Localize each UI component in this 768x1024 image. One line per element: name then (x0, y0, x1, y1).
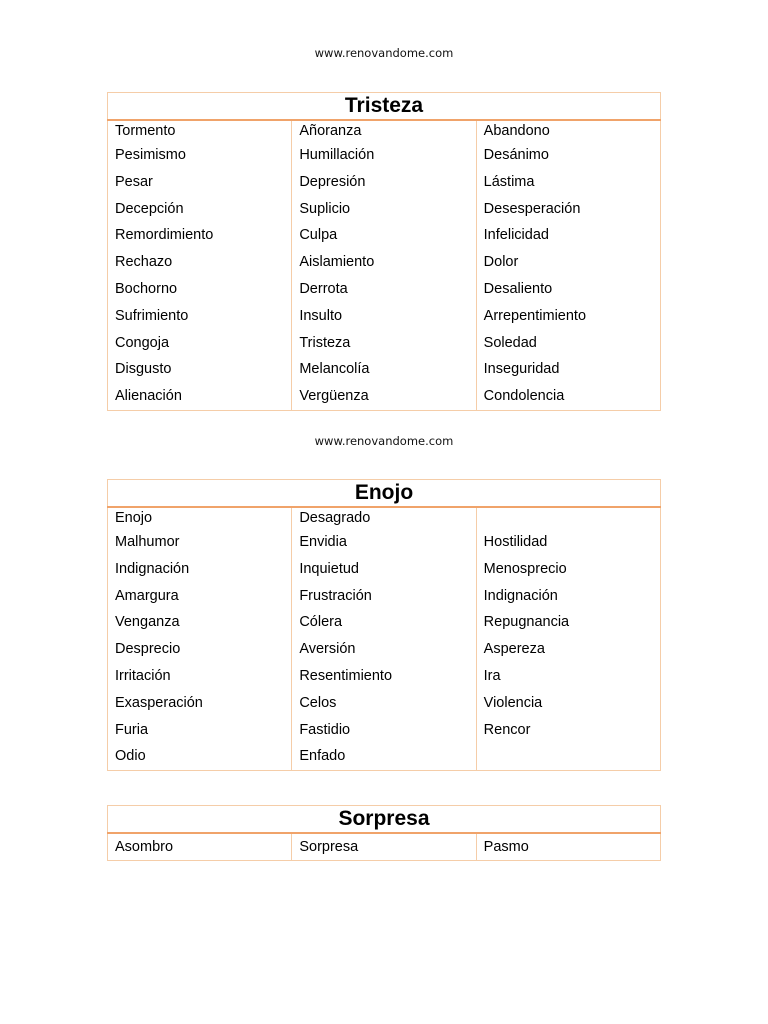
emotion-word (484, 743, 653, 770)
emotion-word: Vergüenza (299, 388, 369, 405)
emotion-word: Sorpresa (299, 839, 359, 855)
emotion-word: Desánimo (483, 147, 549, 163)
emotion-word: Lástima (483, 173, 535, 190)
emotion-word: Fastidio (299, 721, 351, 738)
emotion-word: Desesperación (483, 200, 581, 217)
emotion-word: Frustración (299, 587, 372, 604)
emotion-word: Irritación (115, 667, 171, 684)
enojo-title: Enojo (108, 480, 661, 508)
tristeza-title: Tristeza (108, 93, 661, 121)
emotion-word: Sufrimiento (115, 307, 189, 324)
emotion-word: Congoja (115, 334, 170, 351)
enojo-table (107, 479, 661, 771)
emotion-word: Inseguridad (483, 361, 560, 378)
emotion-word: Desprecio (115, 641, 181, 658)
emotion-word: Derrota (299, 280, 348, 297)
emotion-word: Enojo (115, 510, 153, 526)
emotion-word: Envidia (299, 534, 347, 550)
enojo-column-1 (108, 507, 292, 771)
tristeza-column-1 (108, 120, 292, 410)
emotion-word: Condolencia (483, 388, 565, 405)
emotion-word: Amargura (115, 587, 179, 604)
emotion-word: Aspereza (483, 641, 545, 658)
emotion-word: Soledad (483, 334, 537, 351)
emotion-word: Remordimiento (115, 227, 214, 244)
tristeza-column-3 (476, 120, 660, 410)
emotion-word: Pesar (115, 173, 153, 190)
emotion-word: Pesimismo (115, 147, 186, 163)
emotion-word: Cólera (299, 614, 343, 631)
emotion-word: Rechazo (115, 254, 173, 271)
enojo-column-3 (476, 507, 660, 771)
emotion-word: Venganza (115, 614, 180, 631)
emotion-word: Dolor (483, 254, 519, 271)
emotion-word: Culpa (299, 227, 338, 244)
site-url-header: www.renovandome.com (314, 46, 454, 60)
sorpresa-table (107, 805, 661, 861)
emotion-word: Odio (115, 748, 146, 765)
emotion-word: Aversión (299, 641, 356, 658)
emotion-word: Asombro (115, 839, 174, 855)
enojo-column-2 (292, 507, 476, 771)
emotion-word: Rencor (483, 721, 531, 738)
emotion-word: Indignación (483, 587, 558, 604)
emotion-word: Suplicio (299, 200, 351, 217)
emotion-word: Melancolía (299, 361, 370, 378)
emotion-word: Desagrado (299, 510, 371, 526)
emotion-word: Indignación (115, 560, 190, 577)
emotion-word: Humillación (299, 147, 375, 163)
emotion-word: Bochorno (115, 280, 178, 297)
emotion-word: Furia (115, 721, 149, 738)
emotion-word: Violencia (483, 694, 543, 711)
emotion-word: Abandono (483, 123, 550, 139)
tristeza-table (107, 92, 661, 411)
emotion-word: Infelicidad (483, 227, 549, 244)
emotion-word: Decepción (115, 200, 184, 217)
emotion-word: Hostilidad (483, 534, 548, 550)
sorpresa-column-1 (108, 833, 292, 861)
sorpresa-title: Sorpresa (108, 806, 661, 834)
emotion-word: Tristeza (299, 334, 351, 351)
emotion-word: Aislamiento (299, 254, 375, 271)
emotion-word: Desaliento (483, 280, 553, 297)
emotion-word: Añoranza (299, 123, 362, 139)
emotion-word: Insulto (299, 307, 343, 324)
emotion-word: Repugnancia (483, 614, 570, 631)
emotion-word: Enfado (299, 748, 346, 765)
emotion-word: Arrepentimiento (483, 307, 587, 324)
emotion-word: Alienación (115, 388, 182, 405)
emotion-word: Depresión (299, 173, 366, 190)
emotion-word: Disgusto (115, 361, 172, 378)
emotion-word: Resentimiento (299, 667, 393, 684)
emotion-word (484, 508, 653, 529)
sorpresa-column-3 (476, 833, 660, 861)
emotion-word: Exasperación (115, 694, 203, 711)
sorpresa-column-2 (292, 833, 476, 861)
tristeza-column-2 (292, 120, 476, 410)
emotion-word: Malhumor (115, 534, 180, 550)
emotion-word: Pasmo (483, 839, 529, 855)
emotion-word: Menosprecio (483, 560, 567, 577)
site-url-middle: www.renovandome.com (314, 434, 454, 448)
emotion-word: Tormento (115, 123, 176, 139)
emotion-word: Ira (483, 667, 501, 684)
emotion-word: Inquietud (299, 560, 359, 577)
emotion-word: Celos (299, 694, 337, 711)
